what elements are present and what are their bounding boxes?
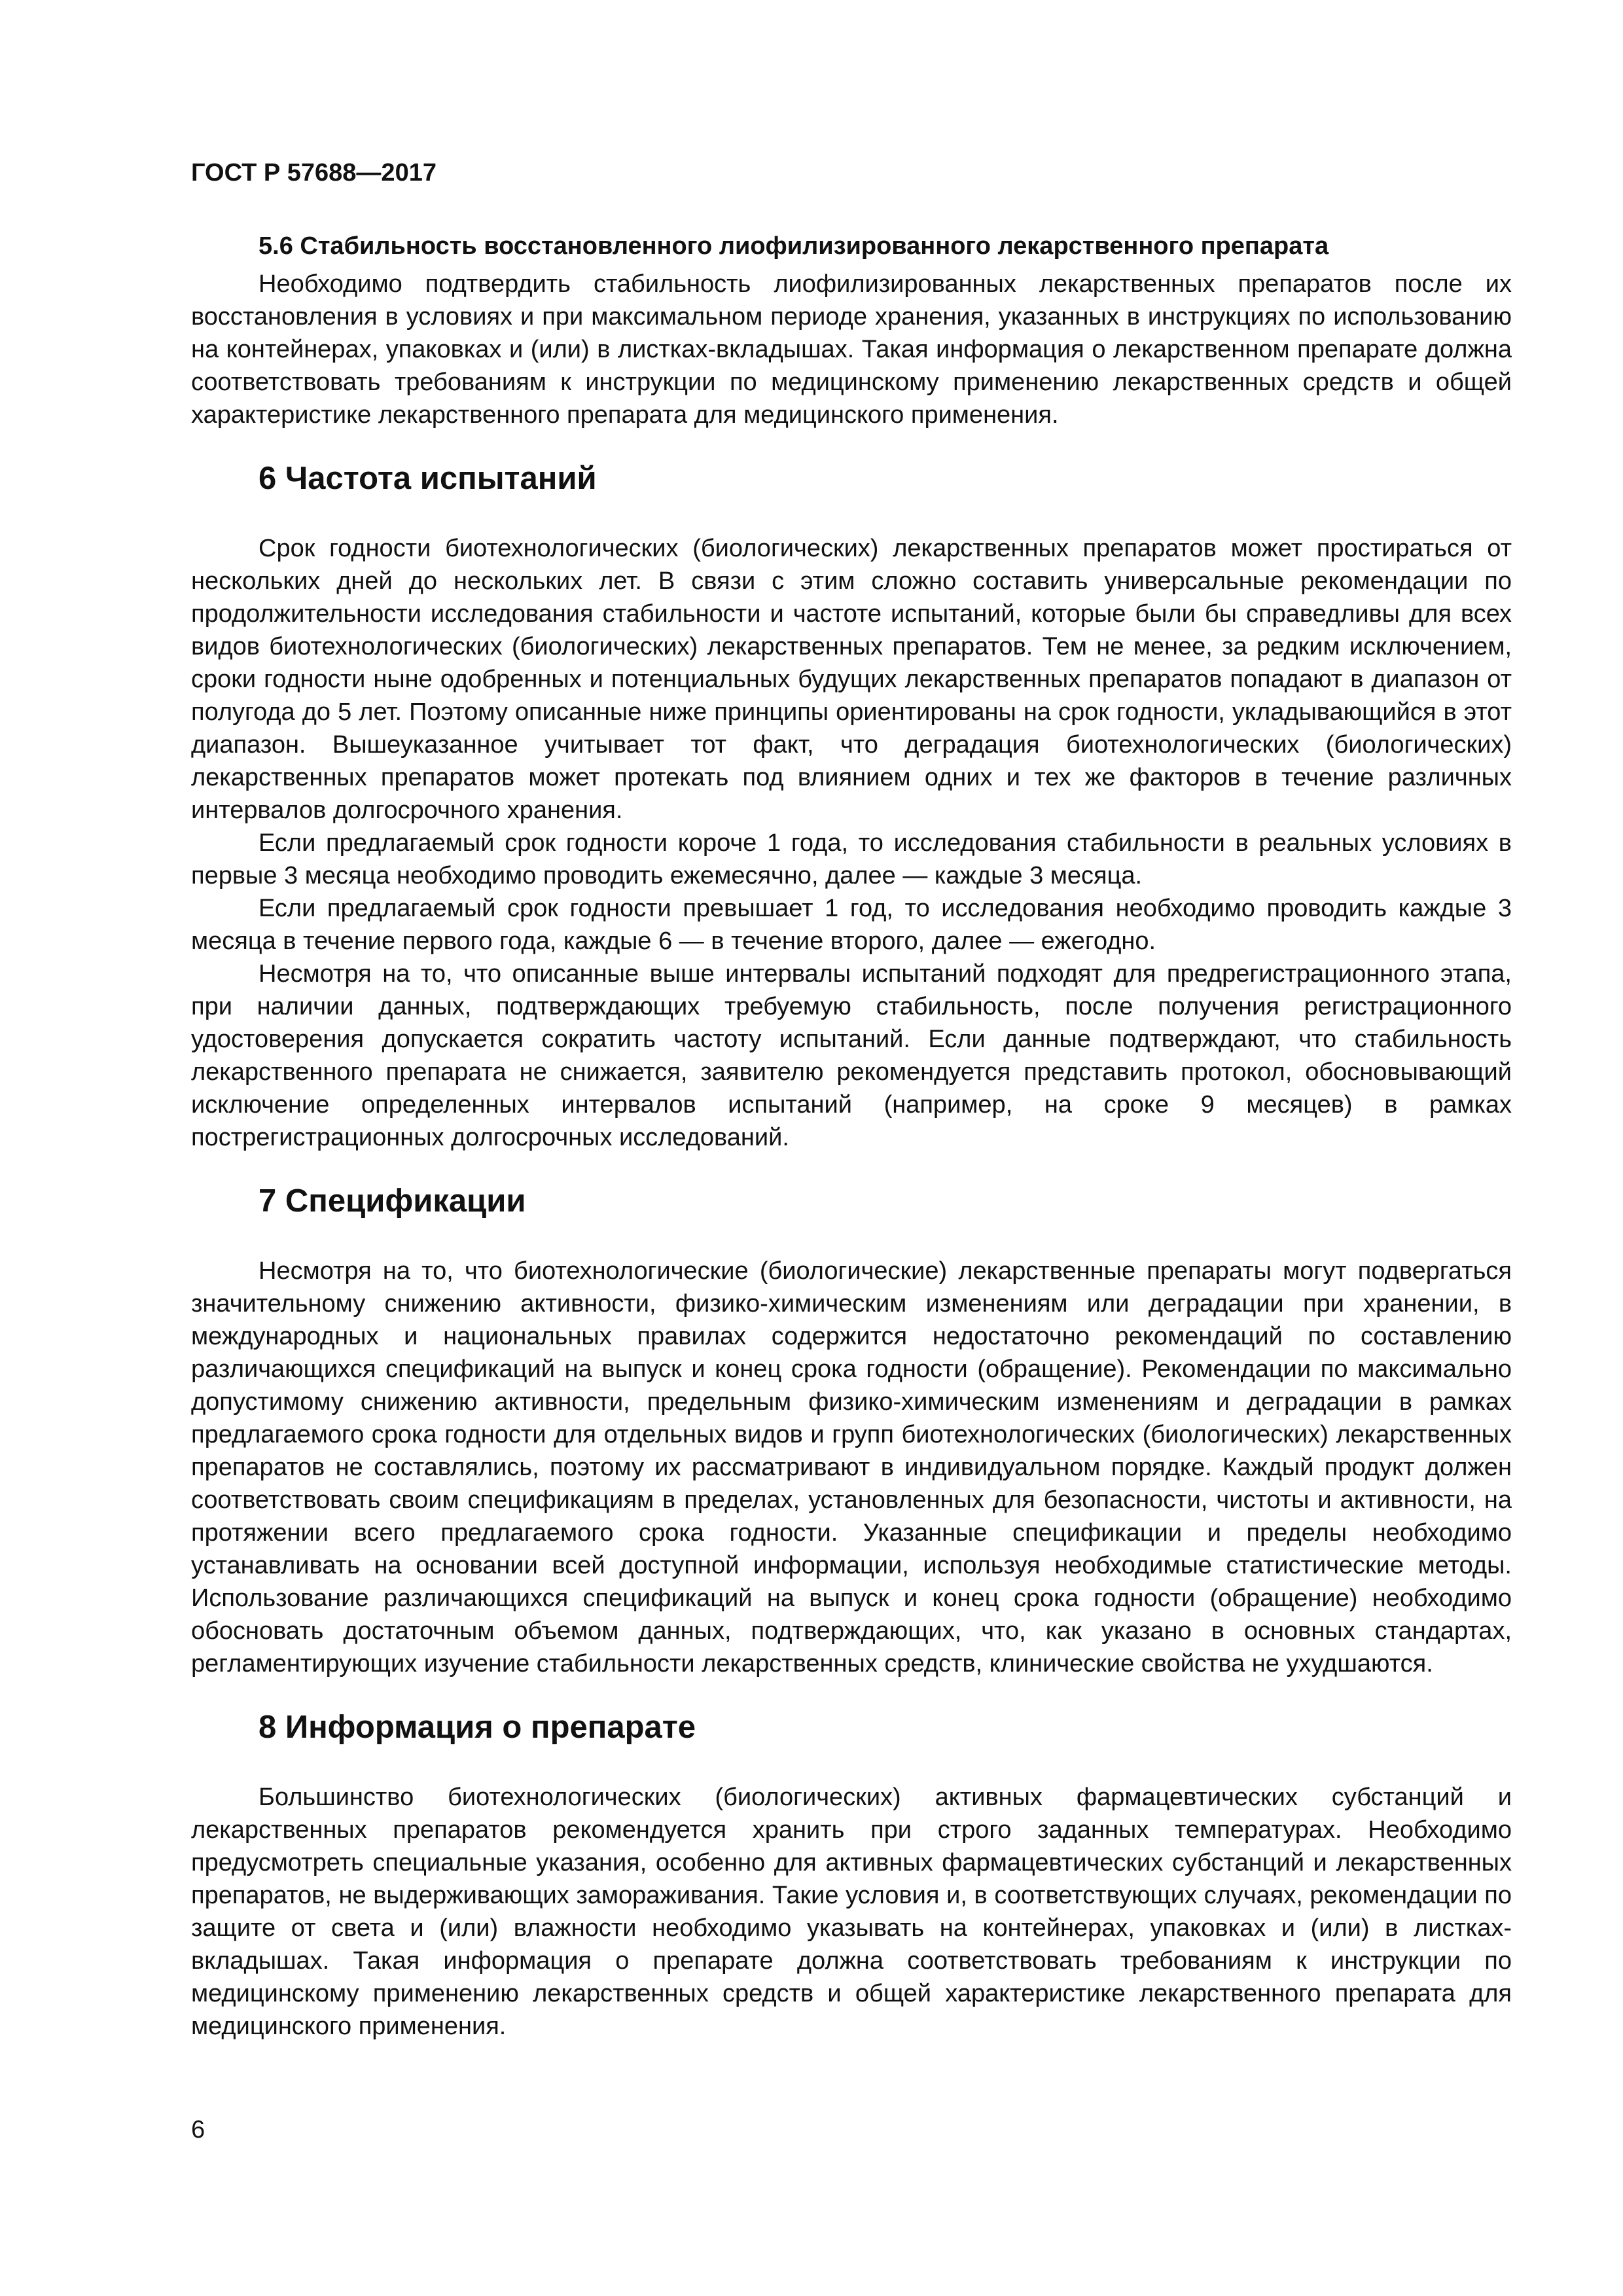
section-6-paragraph: Несмотря на то, что описанные выше интервалы испытаний подходят для предрегистрационного этапа, при наличии данных, подтверждающих требуемую стабильность, после получения регистрационного удостоверения допускается сократить частоту испытаний. Если данные подтверждают, что стабильность лекарственного препарата не снижается, заявителю рекомендуется представить протокол, обосновывающий исключение определенных интервалов испытаний (например, на сроке 9 месяцев) в рамках пострегистрационных долгосрочных исследований. — [191, 960, 1512, 1151]
section-7-title: 7 Спецификации — [259, 1183, 526, 1219]
page-number: 6 — [191, 2116, 205, 2144]
section-6-title: 6 Частота испытаний — [259, 461, 597, 496]
document-page — [191, 158, 1512, 2043]
section-8-title: 8 Информация о препарате — [259, 1710, 696, 1745]
document-header: ГОСТ Р 57688—2017 — [191, 159, 437, 187]
section-6-paragraph: Если предлагаемый срок годности короче 1 года, то исследования стабильности в реальных условиях в первые 3 месяца необходимо проводить ежемесячно, далее — каждые 3 месяца. — [191, 829, 1512, 889]
subsection-5-6-paragraph: Необходимо подтвердить стабильность лиофилизированных лекарственных препаратов после их восстановления в условиях и при максимальном периоде хранения, указанных в инструкциях по использованию на контейнерах, упаковках и (или) в листках-вкладышах. Такая информация о лекарственном препарате должна соответствовать требованиям к инструкции по медицинскому применению лекарственных средств и общей характеристике лекарственного препарата для медицинского применения. — [191, 270, 1512, 429]
section-6-paragraph: Если предлагаемый срок годности превышает 1 год, то исследования необходимо проводить каждые 3 месяца в течение первого года, каждые 6 — в течение второго, далее — ежегодно. — [191, 895, 1512, 955]
section-6-paragraph: Срок годности биотехнологических (биологических) лекарственных препаратов может простираться от нескольких дней до нескольких лет. В связи с этим сложно составить универсальные рекомендации по продолжительности исследования стабильности и частоте испытаний, которые были бы справедливы для всех видов биотехнологических (биологических) лекарственных препаратов. Тем не менее, за редким исключением, сроки годности ныне одобренных и потенциальных будущих лекарственных препаратов попадают в диапазон от полугода до 5 лет. Поэтому описанные ниже принципы ориентированы на срок годности, укладывающийся в этот диапазон. Вышеуказанное учитывает тот факт, что деградация биотехнологических (биологических) лекарственных препаратов может протекать под влиянием одних и тех же факторов в течение различных интервалов долгосрочного хранения. — [191, 535, 1512, 824]
section-7-paragraph: Несмотря на то, что биотехнологические (биологические) лекарственные препараты могут подвергаться значительному снижению активности, физико-химическим изменениям или деградации при хранении, в международных и национальных правилах содержится недостаточно рекомендаций по составлению различающихся спецификаций на выпуск и конец срока годности (обращение). Рекомендации по максимально допустимому снижению активности, предельным физико-химическим изменениям и деградации в рамках предлагаемого срока годности для отдельных видов и групп биотехнологических (биологических) лекарственных препаратов не составлялись, поэтому их рассматривают в индивидуальном порядке. Каждый продукт должен соответствовать своим спецификациям в пределах, установленных для безопасности, чистоты и активности, на протяжении всего предлагаемого срока годности. Указанные спецификации и пределы необходимо устанавливать на основании всей доступной информации, используя необходимые статистические методы. Использование различающихся спецификаций на выпуск и конец срока годности (обращение) необходимо обосновать достаточным объемом данных, подтверждающих, что, как указано в основных стандартах, регламентирующих изучение стабильности лекарственных средств, клинические свойства не ухудшаются. — [191, 1257, 1512, 1677]
subsection-5-6-title: 5.6 Стабильность восстановленного лиофилизированного лекарственного препарата — [259, 232, 1329, 260]
section-8-paragraph: Большинство биотехнологических (биологических) активных фармацевтических субстанций и лекарственных препаратов рекомендуется хранить при строго заданных температурах. Необходимо предусмотреть специальные указания, особенно для активных фармацевтических субстанций и лекарственных препаратов, не выдерживающих замораживания. Такие условия и, в соответствующих случаях, рекомендации по защите от света и (или) влажности необходимо указывать на контейнерах, упаковках и (или) в листках-вкладышах. Такая информация о препарате должна соответствовать требованиям к инструкции по медицинскому применению лекарственных средств и общей характеристике лекарственного препарата для медицинского применения. — [191, 1784, 1512, 2040]
